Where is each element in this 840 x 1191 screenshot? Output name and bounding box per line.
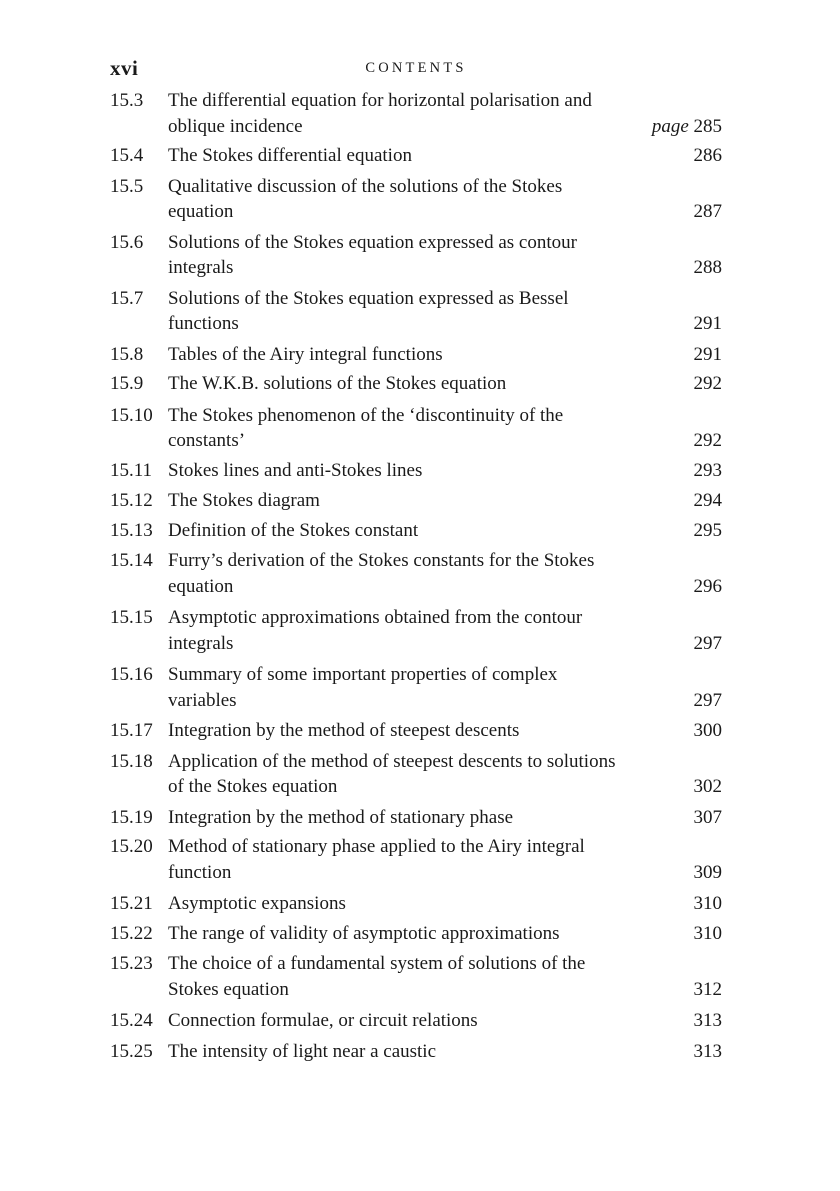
section-title-line: Asymptotic expansions <box>168 893 346 914</box>
section-title-line: variables <box>168 689 237 711</box>
page-number <box>694 371 723 397</box>
section-title-line: The Stokes differential equation <box>168 145 412 166</box>
toc-entry <box>110 891 722 917</box>
page-header <box>110 56 722 84</box>
section-title <box>168 749 660 800</box>
page-number-value: 292 <box>693 430 722 451</box>
section-number: 15.5 <box>110 175 144 197</box>
section-title <box>168 230 660 281</box>
section-number: 15.6 <box>110 231 144 253</box>
page-number-value: 294 <box>693 490 722 511</box>
section-title-line: Asymptotic approximations obtained from the contour <box>168 607 583 628</box>
toc-entry <box>110 805 722 831</box>
section-title-line: Connection formulae, or circuit relations <box>168 1010 478 1031</box>
section-title-line: Stokes lines and anti-Stokes lines <box>168 459 423 481</box>
section-title <box>168 921 660 947</box>
section-title-line: The intensity of light near a caustic <box>168 1040 437 1062</box>
toc-entry <box>110 143 722 169</box>
toc-entry <box>110 230 722 281</box>
page-number <box>694 143 723 169</box>
page-number <box>694 518 723 544</box>
page-number-value: 310 <box>693 922 722 944</box>
section-title <box>168 662 660 713</box>
section-number: 15.9 <box>110 373 144 394</box>
page-number-value: 302 <box>693 776 722 797</box>
page-number <box>694 458 723 484</box>
toc-entry <box>110 518 722 544</box>
page-prefix: page <box>651 115 689 137</box>
section-number: 15.22 <box>110 922 153 944</box>
page-number <box>694 199 723 225</box>
toc-entry <box>110 342 722 368</box>
section-number: 15.8 <box>110 343 144 365</box>
section-number: 15.19 <box>110 806 153 828</box>
toc-entry <box>110 1008 722 1034</box>
section-title-line: function <box>168 861 232 883</box>
page-number <box>694 805 723 831</box>
section-number: 15.24 <box>110 1010 153 1031</box>
section-number: 15.7 <box>110 287 144 309</box>
page-number-value: 288 <box>693 257 722 278</box>
section-title-line: Integration by the method of stationary phase <box>168 806 514 828</box>
page-number <box>694 488 723 514</box>
section-number: 15.17 <box>110 720 153 741</box>
section-title <box>168 1008 660 1034</box>
section-number: 15.20 <box>110 836 153 857</box>
section-title-line: The Stokes diagram <box>168 490 320 511</box>
section-number: 15.25 <box>110 1040 153 1062</box>
section-title-line: Application of the method of steepest descents to solutions <box>168 750 616 772</box>
page-number-value: 291 <box>693 343 722 365</box>
section-title <box>168 403 660 454</box>
section-title <box>168 174 660 225</box>
page-number <box>694 718 723 744</box>
section-title-line: The Stokes phenomenon of the ‘discontinuity of the <box>168 404 564 426</box>
section-number: 15.23 <box>110 953 153 974</box>
toc-entry <box>110 1039 722 1065</box>
toc-entry <box>110 718 722 744</box>
section-title-line: Summary of some important properties of complex <box>168 664 558 685</box>
section-title-line: integrals <box>168 632 234 654</box>
section-title-line: equation <box>168 575 234 597</box>
section-title <box>168 143 660 169</box>
page-number <box>694 574 723 600</box>
section-title-line: oblique incidence <box>168 115 303 137</box>
toc-entry <box>110 174 722 225</box>
section-title <box>168 88 660 139</box>
toc-entry <box>110 403 722 454</box>
section-title <box>168 834 660 885</box>
page-folio: xvi <box>110 56 139 80</box>
page-number-value: 297 <box>693 689 722 711</box>
page-number <box>652 114 722 140</box>
section-title <box>168 805 660 831</box>
page-number-value: 293 <box>693 459 722 481</box>
page-number-value: 313 <box>693 1010 722 1031</box>
page-number <box>694 774 723 800</box>
page-number-value: 300 <box>693 720 722 741</box>
section-number: 15.18 <box>110 750 153 772</box>
page-number-value: 297 <box>693 632 722 654</box>
page-number-value: 292 <box>693 373 722 394</box>
page-number-value: 287 <box>693 201 722 222</box>
section-title <box>168 342 660 368</box>
section-number: 15.21 <box>110 893 153 914</box>
section-title-line: The W.K.B. solutions of the Stokes equation <box>168 373 507 394</box>
section-title <box>168 891 660 917</box>
section-title-line: Solutions of the Stokes equation expressed as Bessel <box>168 287 569 309</box>
page-number-value: 309 <box>693 861 722 883</box>
page-number <box>694 311 723 337</box>
toc-list <box>110 88 722 1064</box>
section-title-line: integrals <box>168 257 234 278</box>
section-title-line: Integration by the method of steepest descents <box>168 720 520 741</box>
toc-entry <box>110 458 722 484</box>
toc-entry <box>110 749 722 800</box>
section-title <box>168 286 660 337</box>
page-number-value: 285 <box>693 115 722 137</box>
section-title-line: Tables of the Airy integral functions <box>168 343 443 365</box>
page-number-value: 291 <box>693 313 722 334</box>
section-number: 15.12 <box>110 490 153 511</box>
section-number: 15.14 <box>110 550 153 571</box>
section-title-line: Definition of the Stokes constant <box>168 519 419 541</box>
section-title-line: Stokes equation <box>168 978 289 1000</box>
page-number-value: 286 <box>693 145 722 166</box>
section-title <box>168 718 660 744</box>
page-number-value: 312 <box>693 978 722 1000</box>
section-title-line: Qualitative discussion of the solutions of the Stokes <box>168 175 563 197</box>
page-number-value: 307 <box>693 806 722 828</box>
section-number: 15.3 <box>110 90 144 111</box>
section-title <box>168 605 660 656</box>
section-number: 15.4 <box>110 145 144 166</box>
page-number <box>694 891 723 917</box>
section-title-line: The differential equation for horizontal polarisation and <box>168 90 592 111</box>
section-title <box>168 1039 660 1065</box>
page-number-value: 296 <box>693 575 722 597</box>
page-number <box>694 428 723 454</box>
section-number: 15.16 <box>110 664 153 685</box>
section-title <box>168 518 660 544</box>
page-number <box>694 342 723 368</box>
page-number <box>694 688 723 714</box>
section-title-line: Solutions of the Stokes equation expressed as contour <box>168 231 577 253</box>
page-number-value: 313 <box>693 1040 722 1062</box>
toc-entry <box>110 488 722 514</box>
page-number <box>694 1039 723 1065</box>
page-number <box>694 921 723 947</box>
section-title-line: Furry’s derivation of the Stokes constants for the Stokes <box>168 550 595 571</box>
page-number <box>694 1008 723 1034</box>
running-title: CONTENTS <box>365 60 467 76</box>
section-number: 15.11 <box>110 459 153 481</box>
section-number: 15.15 <box>110 607 153 628</box>
section-title <box>168 458 660 484</box>
page-number <box>694 860 723 886</box>
page-number <box>694 255 723 281</box>
toc-entry <box>110 605 722 656</box>
section-title-line: of the Stokes equation <box>168 776 338 797</box>
section-title <box>168 488 660 514</box>
section-number: 15.10 <box>110 404 153 426</box>
toc-entry <box>110 548 722 599</box>
section-title-line: constants’ <box>168 430 246 451</box>
toc-entry <box>110 951 722 1002</box>
toc-entry <box>110 834 722 885</box>
page-number-value: 310 <box>693 893 722 914</box>
section-title-line: functions <box>168 313 239 334</box>
section-title <box>168 548 660 599</box>
section-title-line: The choice of a fundamental system of solutions of the <box>168 953 586 974</box>
toc-entry <box>110 662 722 713</box>
toc-entry <box>110 921 722 947</box>
toc-entry <box>110 286 722 337</box>
section-title-line: equation <box>168 201 234 222</box>
section-title-line: The range of validity of asymptotic approximations <box>168 922 560 944</box>
section-number: 15.13 <box>110 519 153 541</box>
section-title <box>168 951 660 1002</box>
section-title <box>168 371 660 397</box>
toc-entry <box>110 88 722 139</box>
section-title-line: Method of stationary phase applied to the Airy integral <box>168 836 585 857</box>
toc-entry <box>110 371 722 397</box>
page-number-value: 295 <box>693 519 722 541</box>
page-number <box>694 977 723 1003</box>
page-number <box>694 631 723 657</box>
